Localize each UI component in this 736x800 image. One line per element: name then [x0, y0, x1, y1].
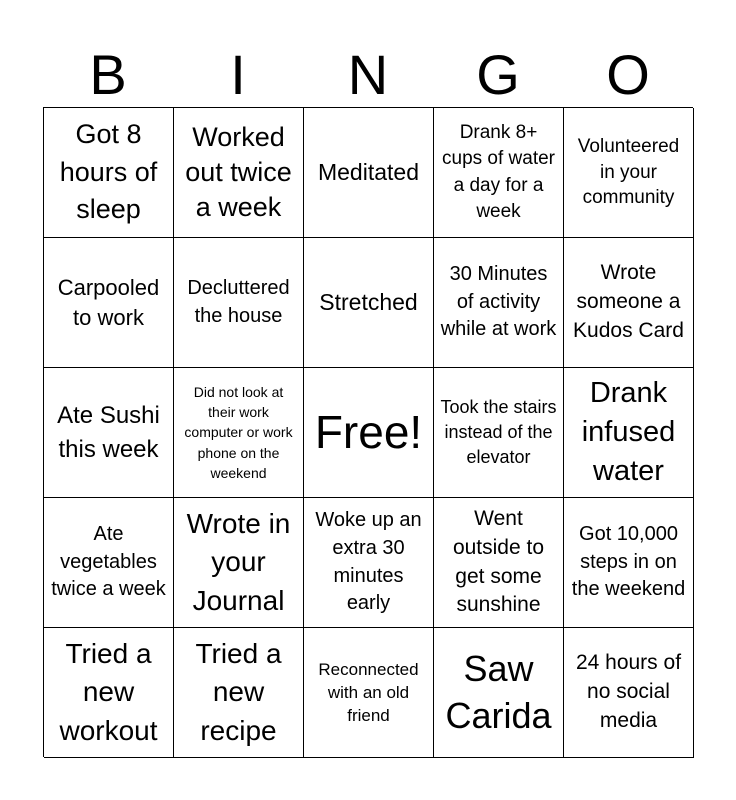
cell-text: Tried a new workout	[59, 637, 158, 746]
cell-text: Saw Carida	[445, 648, 552, 736]
cell-text: Went outside to get some sunshine	[452, 506, 545, 617]
bingo-cell-r1c5[interactable]	[564, 108, 694, 238]
cell-text: Reconnected with an old friend	[318, 659, 419, 726]
cell-text: Did not look at their work computer or work phone on the weekend	[184, 384, 293, 481]
bingo-cell-r3c1[interactable]	[44, 368, 174, 498]
header-letter-g: G	[476, 43, 520, 106]
bingo-cell-r4c4[interactable]	[434, 498, 564, 628]
cell-text: Took the stairs instead of the elevator	[440, 396, 557, 467]
bingo-cell-r5c1[interactable]	[44, 628, 174, 758]
bingo-grid	[43, 107, 693, 757]
bingo-cell-r1c4[interactable]	[434, 108, 564, 238]
bingo-cell-r2c3[interactable]	[304, 238, 434, 368]
cell-text: Meditated	[317, 159, 419, 186]
bingo-cell-r5c3[interactable]	[304, 628, 434, 758]
bingo-cell-r5c4[interactable]	[434, 628, 564, 758]
cell-text: Drank infused water	[581, 376, 676, 488]
bingo-cell-r4c2[interactable]	[174, 498, 304, 628]
cell-text: Volunteered in your community	[577, 135, 680, 209]
cell-text: Ate Sushi this week	[57, 402, 160, 463]
cell-text: Stretched	[319, 289, 418, 316]
header-letter-n: N	[347, 43, 389, 106]
bingo-cell-r5c5[interactable]	[564, 628, 694, 758]
bingo-cell-r3c4[interactable]	[434, 368, 564, 498]
bingo-header	[43, 44, 693, 106]
bingo-cell-r1c1[interactable]	[44, 108, 174, 238]
bingo-cell-r4c5[interactable]	[564, 498, 694, 628]
cell-text: Ate vegetables twice a week	[51, 523, 166, 601]
cell-text: Wrote someone a Kudos Card	[573, 261, 684, 342]
bingo-cell-r1c3[interactable]	[304, 108, 434, 238]
bingo-cell-r3c2[interactable]	[174, 368, 304, 498]
bingo-cell-r4c1[interactable]	[44, 498, 174, 628]
bingo-cell-free[interactable]	[304, 368, 434, 498]
cell-text: Worked out twice a week	[185, 121, 292, 223]
cell-text: Woke up an extra 30 minutes early	[315, 509, 422, 615]
header-letter-o: O	[606, 43, 650, 106]
cell-text: 24 hours of no social media	[575, 651, 682, 732]
cell-text: Drank 8+ cups of water a day for a week	[442, 121, 555, 222]
cell-text: Got 8 hours of sleep	[59, 118, 158, 225]
cell-text: Carpooled to work	[57, 274, 160, 330]
free-space-text: Free!	[314, 406, 423, 459]
cell-text: Decluttered the house	[187, 277, 290, 327]
bingo-cell-r3c5[interactable]	[564, 368, 694, 498]
cell-text: Wrote in your Journal	[186, 507, 291, 616]
bingo-cell-r1c2[interactable]	[174, 108, 304, 238]
cell-text: Got 10,000 steps in on the weekend	[571, 523, 686, 601]
cell-text: Tried a new recipe	[195, 637, 282, 746]
bingo-cell-r5c2[interactable]	[174, 628, 304, 758]
bingo-cell-r2c4[interactable]	[434, 238, 564, 368]
cell-text: 30 Minutes of activity while at work	[440, 263, 557, 341]
bingo-cell-r2c1[interactable]	[44, 238, 174, 368]
bingo-cell-r2c2[interactable]	[174, 238, 304, 368]
header-letter-b: B	[89, 43, 127, 106]
bingo-cell-r4c3[interactable]	[304, 498, 434, 628]
bingo-cell-r2c5[interactable]	[564, 238, 694, 368]
header-letter-i: I	[230, 43, 246, 106]
